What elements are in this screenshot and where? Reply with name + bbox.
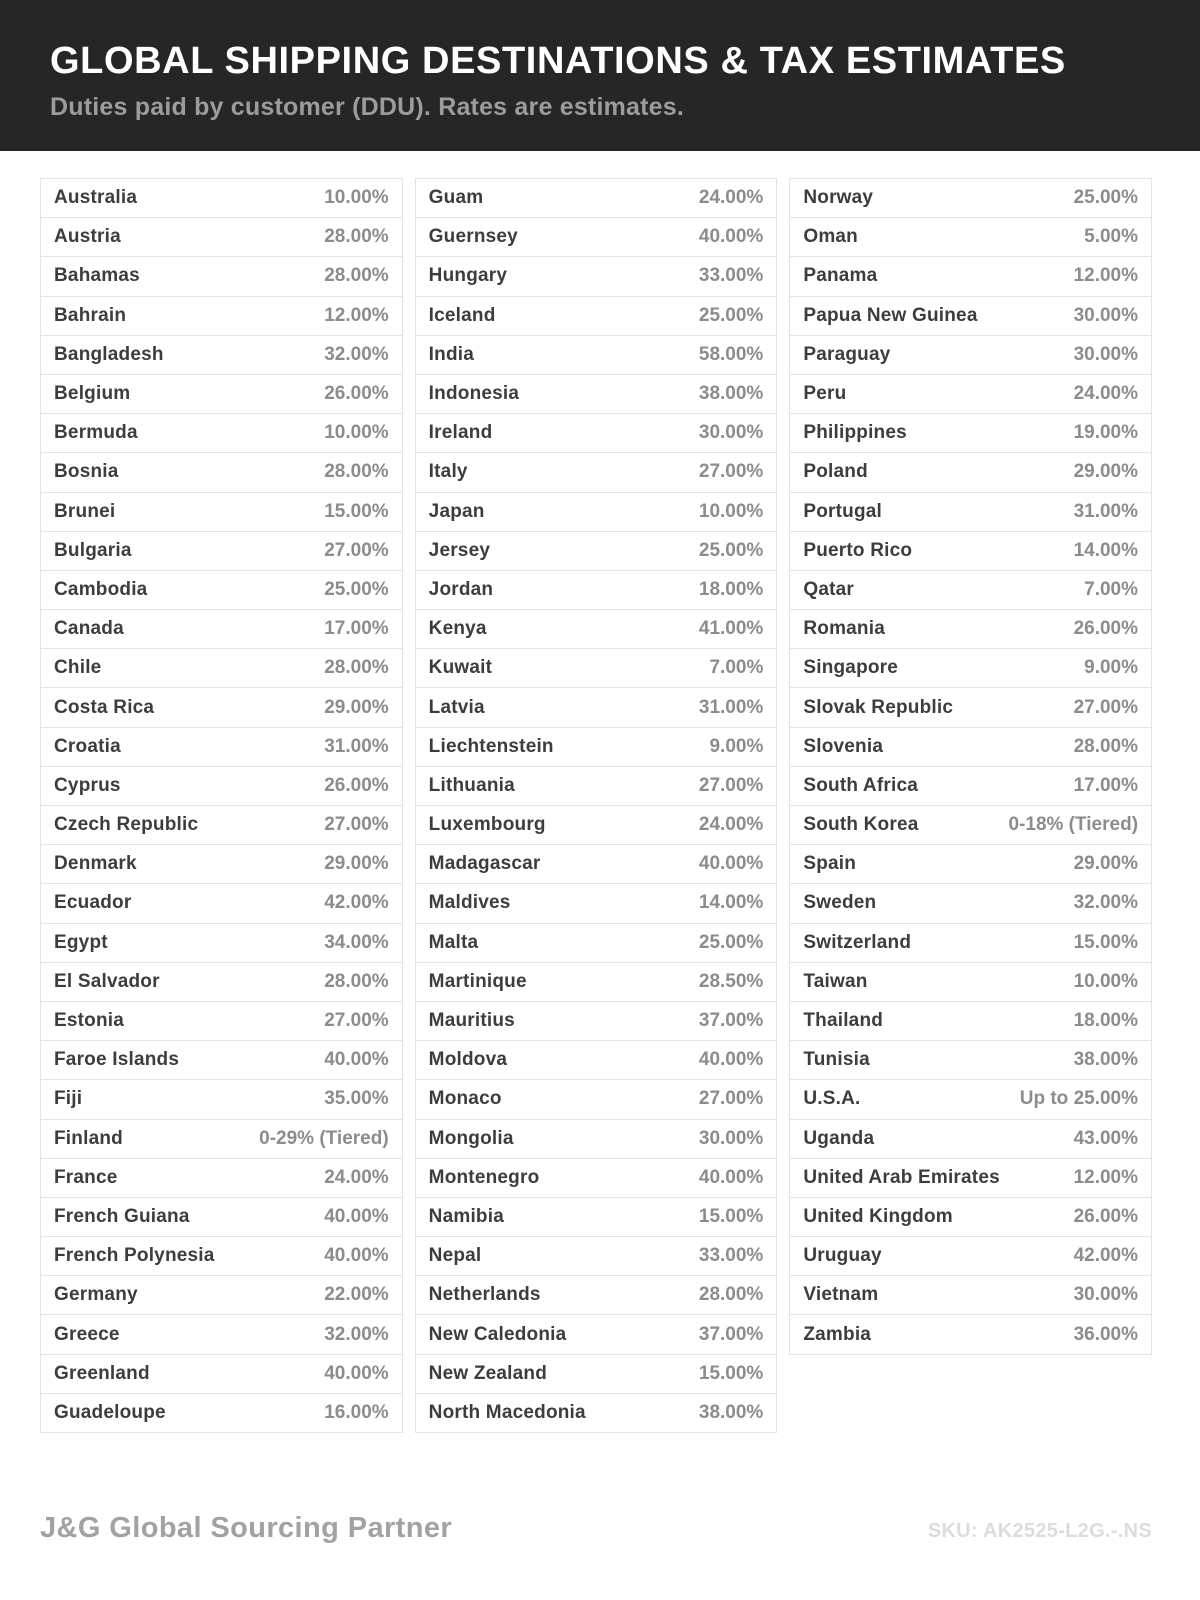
tax-rate: 24.00%: [1073, 383, 1139, 405]
tax-rate: 27.00%: [324, 1010, 389, 1032]
country-name: North Macedonia: [428, 1401, 586, 1423]
tax-rate: 29.00%: [1073, 461, 1139, 483]
country-name: Guernsey: [428, 226, 518, 248]
tax-rate: 36.00%: [1073, 1323, 1139, 1345]
country-name: Estonia: [54, 1010, 125, 1032]
country-name: France: [54, 1166, 118, 1188]
tax-rate: 25.00%: [698, 931, 764, 953]
table-row: [41, 414, 402, 453]
tax-rate: 18.00%: [698, 578, 764, 600]
country-name: Cyprus: [54, 774, 121, 796]
country-name: Sweden: [803, 892, 877, 914]
country-name: Guam: [428, 187, 484, 209]
table-row: [416, 375, 777, 414]
country-name: South Africa: [803, 774, 918, 796]
country-name: Luxembourg: [428, 814, 546, 836]
tax-rate: 5.00%: [1084, 226, 1139, 248]
tax-rate: 37.00%: [698, 1010, 764, 1032]
country-name: New Caledonia: [428, 1323, 567, 1345]
table-row: [416, 688, 777, 727]
tax-rate: 24.00%: [324, 1166, 389, 1188]
table-row: [416, 610, 777, 649]
country-name: Qatar: [803, 578, 854, 600]
table-row: [41, 532, 402, 571]
table-row: [41, 1041, 402, 1080]
country-name: Poland: [803, 461, 868, 483]
country-name: Bangladesh: [54, 343, 164, 365]
country-name: Monaco: [428, 1088, 502, 1110]
table-row: [41, 924, 402, 963]
tax-rate: 33.00%: [698, 1245, 764, 1267]
tax-rate: 27.00%: [698, 461, 764, 483]
tax-rate: 28.00%: [1073, 735, 1139, 757]
tax-rate: 32.00%: [1073, 892, 1139, 914]
country-name: United Arab Emirates: [803, 1166, 1000, 1188]
country-name: Taiwan: [803, 970, 868, 992]
country-name: Switzerland: [803, 931, 912, 953]
country-name: Zambia: [803, 1323, 872, 1345]
table-row: [790, 806, 1151, 845]
table-row: [790, 1159, 1151, 1198]
country-name: Canada: [54, 618, 124, 640]
country-name: French Polynesia: [54, 1245, 215, 1267]
country-name: Singapore: [803, 657, 899, 679]
tax-rate: 15.00%: [1073, 931, 1139, 953]
table-row: [416, 1120, 777, 1159]
country-name: United Kingdom: [803, 1205, 953, 1227]
country-name: Jordan: [428, 578, 494, 600]
country-name: Czech Republic: [54, 814, 199, 836]
table-row: [416, 414, 777, 453]
country-name: Cambodia: [54, 578, 148, 600]
country-name: Mongolia: [428, 1127, 514, 1149]
country-name: Mauritius: [428, 1010, 515, 1032]
country-name: Papua New Guinea: [803, 304, 978, 326]
country-name: Tunisia: [803, 1049, 870, 1071]
tax-rate: 32.00%: [324, 1323, 389, 1345]
tax-rate: 40.00%: [324, 1245, 389, 1267]
table-row: [416, 571, 777, 610]
country-name: Kuwait: [428, 657, 493, 679]
table-row: [416, 336, 777, 375]
tax-rate: 31.00%: [324, 735, 389, 757]
table-row: [790, 845, 1151, 884]
country-name: India: [428, 343, 475, 365]
tax-rate: 37.00%: [698, 1323, 764, 1345]
tax-rate: 25.00%: [698, 304, 764, 326]
tax-rate: 34.00%: [324, 931, 389, 953]
page-subtitle: Duties paid by customer (DDU). Rates are estimates.: [50, 93, 685, 121]
table-row: [416, 884, 777, 923]
tax-rate: 38.00%: [1073, 1049, 1139, 1071]
country-name: Moldova: [428, 1049, 508, 1071]
tax-rate: 0-29% (Tiered): [259, 1127, 389, 1149]
table-row: [790, 453, 1151, 492]
tax-rate: 15.00%: [324, 500, 389, 522]
tax-rate: 28.00%: [324, 461, 389, 483]
tax-rate: 30.00%: [1073, 1284, 1139, 1306]
table-row: [41, 806, 402, 845]
table-row: [41, 1002, 402, 1041]
table-row: [790, 767, 1151, 806]
table-row: [790, 649, 1151, 688]
tax-rate: 24.00%: [698, 187, 764, 209]
table-row: [416, 845, 777, 884]
tax-rate: 29.00%: [324, 853, 389, 875]
tax-rate: 17.00%: [1073, 774, 1139, 796]
table-row: [41, 218, 402, 257]
table-row: [790, 728, 1151, 767]
tax-rate: 32.00%: [324, 343, 389, 365]
country-name: Bahrain: [54, 304, 127, 326]
country-name: Nepal: [428, 1245, 482, 1267]
country-name: Spain: [803, 853, 857, 875]
tax-rate: 40.00%: [698, 226, 764, 248]
country-name: Brunei: [54, 500, 116, 522]
country-name: Martinique: [428, 970, 527, 992]
country-name: Peru: [803, 383, 847, 405]
table-row: [790, 1198, 1151, 1237]
country-name: Finland: [54, 1127, 123, 1149]
country-name: Paraguay: [803, 343, 891, 365]
country-name: Iceland: [428, 304, 496, 326]
tax-rate: 7.00%: [1084, 578, 1139, 600]
tax-rate: 9.00%: [1084, 657, 1139, 679]
tax-rate: 40.00%: [324, 1049, 389, 1071]
table-row: [416, 297, 777, 336]
tax-rate: 12.00%: [324, 304, 389, 326]
table-row: [790, 1041, 1151, 1080]
table-row: [416, 963, 777, 1002]
table-row: [790, 610, 1151, 649]
tax-rate: 12.00%: [1073, 265, 1139, 287]
table-row: [41, 453, 402, 492]
page-header: [0, 0, 1200, 151]
table-row: [416, 218, 777, 257]
country-name: Netherlands: [428, 1284, 541, 1306]
tax-rate: 0-18% (Tiered): [1008, 814, 1139, 836]
country-name: El Salvador: [54, 970, 160, 992]
country-name: Belgium: [54, 383, 131, 405]
table-row: [790, 493, 1151, 532]
table-row: [416, 1002, 777, 1041]
table-row: [416, 1237, 777, 1276]
table-row: [41, 1080, 402, 1119]
table-row: [41, 297, 402, 336]
table-row: [41, 884, 402, 923]
table-row: [416, 532, 777, 571]
country-name: Egypt: [54, 931, 108, 953]
country-name: Madagascar: [428, 853, 541, 875]
tax-rate: 17.00%: [324, 618, 389, 640]
table-row: [41, 610, 402, 649]
table-row: [416, 1315, 777, 1354]
country-name: South Korea: [803, 814, 919, 836]
tax-rate: 30.00%: [698, 422, 764, 444]
rates-column-2: [415, 178, 778, 1433]
table-row: [790, 179, 1151, 218]
tax-rate: 27.00%: [698, 774, 764, 796]
tax-rate: 22.00%: [324, 1284, 389, 1306]
country-name: Namibia: [428, 1205, 504, 1227]
table-row: [790, 414, 1151, 453]
country-name: U.S.A.: [803, 1088, 861, 1110]
table-row: [41, 1198, 402, 1237]
tax-rate: 28.00%: [324, 970, 389, 992]
table-row: [41, 1159, 402, 1198]
country-name: Hungary: [428, 265, 508, 287]
table-row: [41, 767, 402, 806]
table-row: [41, 649, 402, 688]
tax-rate: 24.00%: [698, 814, 764, 836]
table-row: [416, 1355, 777, 1394]
tax-rate: 28.00%: [324, 265, 389, 287]
tax-rate: 28.00%: [698, 1284, 764, 1306]
country-name: Fiji: [54, 1088, 83, 1110]
tax-rate: 35.00%: [324, 1088, 389, 1110]
country-name: Croatia: [54, 735, 121, 757]
table-row: [416, 767, 777, 806]
country-name: Montenegro: [428, 1166, 540, 1188]
table-row: [41, 1237, 402, 1276]
tax-rate: 40.00%: [324, 1362, 389, 1384]
tax-rate: 28.00%: [324, 226, 389, 248]
country-name: Romania: [803, 618, 885, 640]
rates-table: [40, 178, 1152, 1433]
tax-rate: 31.00%: [698, 696, 764, 718]
tax-rate: 30.00%: [1073, 304, 1139, 326]
tax-rate: 41.00%: [698, 618, 764, 640]
table-row: [416, 1159, 777, 1198]
country-name: Bulgaria: [54, 539, 132, 561]
table-row: [41, 336, 402, 375]
tax-rate: 28.00%: [324, 657, 389, 679]
table-row: [790, 963, 1151, 1002]
table-row: [416, 1041, 777, 1080]
table-row: [41, 1315, 402, 1354]
country-name: Ireland: [428, 422, 493, 444]
country-name: Bahamas: [54, 265, 140, 287]
table-row: [416, 493, 777, 532]
rates-column-1: [40, 178, 403, 1433]
tax-rate: 29.00%: [324, 696, 389, 718]
country-name: Norway: [803, 187, 874, 209]
table-row: [416, 179, 777, 218]
country-name: French Guiana: [54, 1205, 190, 1227]
table-row: [790, 571, 1151, 610]
table-row: [790, 1002, 1151, 1041]
tax-rate: 26.00%: [324, 383, 389, 405]
table-row: [41, 493, 402, 532]
table-row: [416, 453, 777, 492]
table-row: [790, 1237, 1151, 1276]
country-name: Italy: [428, 461, 468, 483]
country-name: Greece: [54, 1323, 120, 1345]
country-name: Austria: [54, 226, 121, 248]
tax-rate: 42.00%: [324, 892, 389, 914]
brand-name: J&G Global Sourcing Partner: [40, 1512, 453, 1544]
country-name: Kenya: [428, 618, 487, 640]
country-name: Germany: [54, 1284, 138, 1306]
table-row: [790, 924, 1151, 963]
table-row: [41, 845, 402, 884]
page-footer: [40, 1512, 1152, 1545]
country-name: Uganda: [803, 1127, 875, 1149]
country-name: Panama: [803, 265, 878, 287]
tax-rate: 42.00%: [1073, 1245, 1139, 1267]
country-name: Vietnam: [803, 1284, 879, 1306]
tax-rate: 40.00%: [698, 853, 764, 875]
country-name: Costa Rica: [54, 696, 155, 718]
table-row: [790, 532, 1151, 571]
country-name: Puerto Rico: [803, 539, 913, 561]
table-row: [41, 688, 402, 727]
tax-rate: 27.00%: [324, 539, 389, 561]
table-row: [41, 1276, 402, 1315]
country-name: Australia: [54, 187, 138, 209]
tax-rate: 30.00%: [1073, 343, 1139, 365]
tax-rate: 27.00%: [324, 814, 389, 836]
table-row: [790, 1080, 1151, 1119]
tax-rate: 14.00%: [1073, 539, 1139, 561]
tax-rate: 10.00%: [698, 500, 764, 522]
country-name: Guadeloupe: [54, 1401, 166, 1423]
tax-rate: 40.00%: [698, 1166, 764, 1188]
tax-rate: 40.00%: [698, 1049, 764, 1071]
country-name: Chile: [54, 657, 102, 679]
tax-rate: 26.00%: [1073, 1205, 1139, 1227]
country-name: New Zealand: [428, 1362, 548, 1384]
country-name: Greenland: [54, 1362, 150, 1384]
table-row: [790, 1276, 1151, 1315]
tax-rate: 30.00%: [698, 1127, 764, 1149]
tax-rate: 15.00%: [698, 1205, 764, 1227]
table-row: [41, 1120, 402, 1159]
table-row: [416, 1394, 777, 1433]
tax-rate: 27.00%: [1073, 696, 1139, 718]
tax-rate: 25.00%: [324, 578, 389, 600]
tax-rate: 38.00%: [698, 1401, 764, 1423]
table-row: [41, 1355, 402, 1394]
tax-rate: 14.00%: [698, 892, 764, 914]
table-row: [790, 688, 1151, 727]
table-row: [41, 963, 402, 1002]
tax-rate: Up to 25.00%: [1019, 1088, 1139, 1110]
table-row: [416, 1276, 777, 1315]
tax-rate: 7.00%: [709, 657, 764, 679]
table-row: [790, 336, 1151, 375]
country-name: Bermuda: [54, 422, 138, 444]
country-name: Indonesia: [428, 383, 520, 405]
tax-rate: 43.00%: [1073, 1127, 1139, 1149]
rates-column-3: [789, 178, 1152, 1355]
tax-rate: 27.00%: [698, 1088, 764, 1110]
table-row: [790, 375, 1151, 414]
country-name: Uruguay: [803, 1245, 882, 1267]
table-row: [41, 257, 402, 296]
country-name: Jersey: [428, 539, 491, 561]
table-row: [416, 806, 777, 845]
country-name: Bosnia: [54, 461, 119, 483]
tax-rate: 25.00%: [1073, 187, 1139, 209]
table-row: [41, 571, 402, 610]
country-name: Latvia: [428, 696, 485, 718]
country-name: Portugal: [803, 500, 883, 522]
table-row: [790, 218, 1151, 257]
table-row: [790, 1120, 1151, 1159]
tax-rate: 28.50%: [698, 970, 764, 992]
tax-rate: 29.00%: [1073, 853, 1139, 875]
tax-rate: 10.00%: [324, 422, 389, 444]
tax-rate: 38.00%: [698, 383, 764, 405]
tax-rate: 33.00%: [698, 265, 764, 287]
table-row: [790, 257, 1151, 296]
country-name: Slovak Republic: [803, 696, 954, 718]
table-row: [790, 1315, 1151, 1354]
tax-rate: 10.00%: [1073, 970, 1139, 992]
country-name: Malta: [428, 931, 479, 953]
table-row: [790, 297, 1151, 336]
tax-rate: 40.00%: [324, 1205, 389, 1227]
country-name: Faroe Islands: [54, 1049, 180, 1071]
tax-rate: 16.00%: [324, 1401, 389, 1423]
country-name: Japan: [428, 500, 485, 522]
country-name: Liechtenstein: [428, 735, 554, 757]
country-name: Lithuania: [428, 774, 515, 796]
country-name: Denmark: [54, 853, 137, 875]
tax-rate: 18.00%: [1073, 1010, 1139, 1032]
table-row: [41, 728, 402, 767]
tax-rate: 26.00%: [1073, 618, 1139, 640]
country-name: Maldives: [428, 892, 511, 914]
sku-label: SKU: AK2525-L2G.-.NS: [927, 1520, 1152, 1542]
country-name: Thailand: [803, 1010, 884, 1032]
country-name: Ecuador: [54, 892, 132, 914]
table-row: [416, 257, 777, 296]
tax-rate: 31.00%: [1073, 500, 1139, 522]
country-name: Oman: [803, 226, 858, 248]
table-row: [790, 884, 1151, 923]
table-row: [416, 649, 777, 688]
tax-rate: 15.00%: [698, 1362, 764, 1384]
tax-rate: 19.00%: [1073, 422, 1139, 444]
tax-rate: 10.00%: [324, 187, 389, 209]
tax-rate: 58.00%: [698, 343, 764, 365]
table-row: [416, 1080, 777, 1119]
table-row: [41, 179, 402, 218]
tax-rate: 25.00%: [698, 539, 764, 561]
table-row: [416, 1198, 777, 1237]
country-name: Slovenia: [803, 735, 884, 757]
page-title: GLOBAL SHIPPING DESTINATIONS & TAX ESTIMATES: [50, 40, 1066, 82]
table-row: [416, 728, 777, 767]
table-row: [41, 375, 402, 414]
tax-rate: 26.00%: [324, 774, 389, 796]
country-name: Philippines: [803, 422, 907, 444]
table-row: [416, 924, 777, 963]
tax-rate: 12.00%: [1073, 1166, 1139, 1188]
table-row: [41, 1394, 402, 1433]
tax-rate: 9.00%: [709, 735, 764, 757]
